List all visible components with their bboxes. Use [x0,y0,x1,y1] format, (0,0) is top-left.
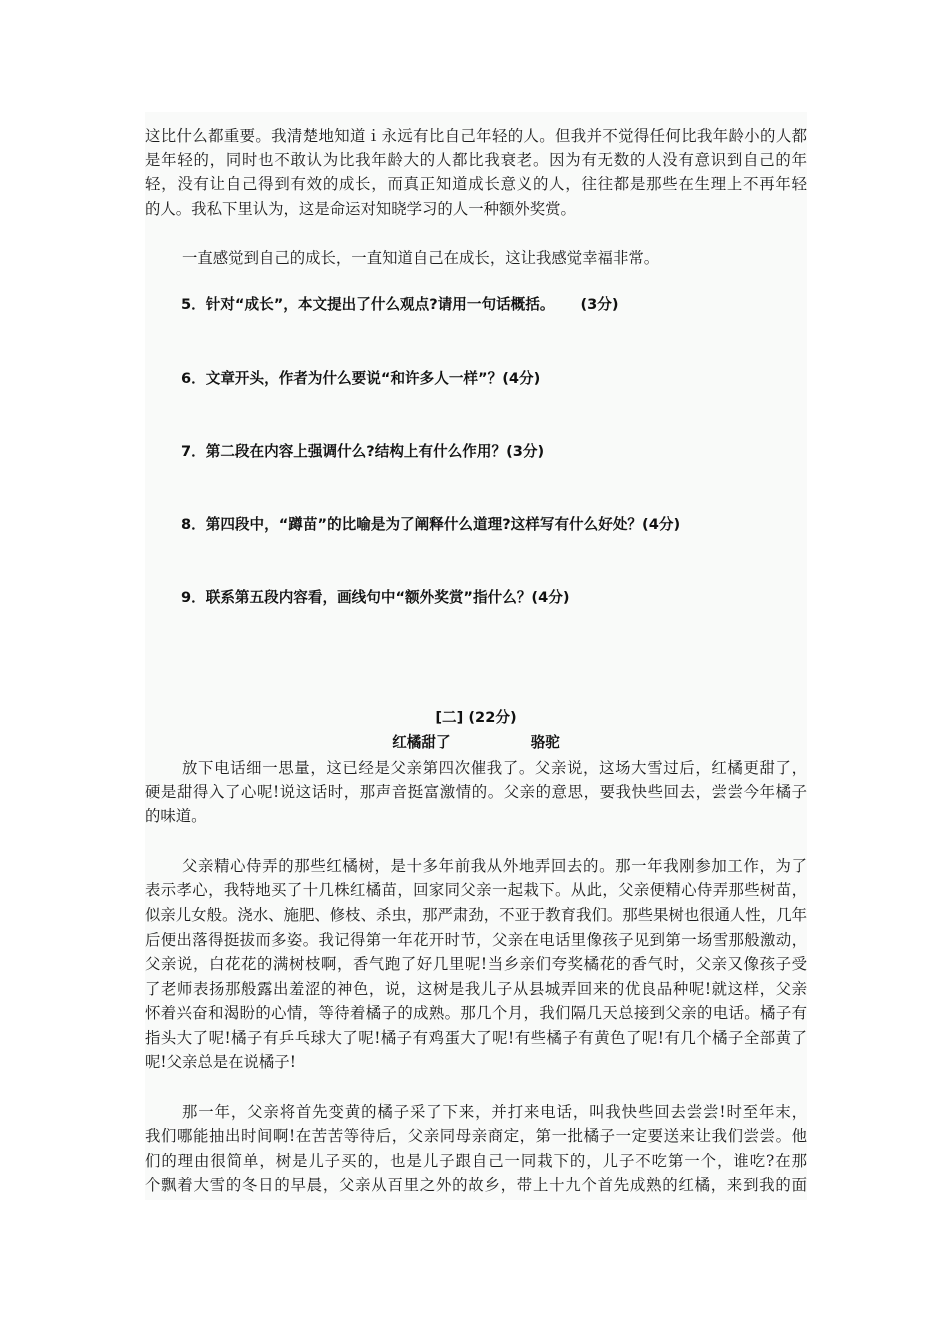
paragraph-line: 后便出落得挺拔而多姿。我记得第一年花开时节，父亲在电话里像孩子见到第一场雪那般激动， [145,931,807,949]
paragraph-line: 那一年，父亲将首先变黄的橘子采了下来，并打来电话，叫我快些回去尝尝!时至年末， [182,1103,807,1121]
question-score: (3分) [580,296,619,313]
paragraph-line: 硬是甜得入了心呢!说这话时，那声音挺富激情的。父亲的意思，要我快些回去，尝尝今年橘子 [145,783,807,801]
paragraph-line: 父亲说，白花花的满树枝啊，香气跑了好几里呢!当乡亲们夸奖橘花的香气时，父亲又像孩子受 [145,955,807,973]
paragraph-line: 我们哪能抽出时间啊!在苦苦等待后，父亲同母亲商定，第一批橘子一定要送来让我们尝尝。他 [145,1127,807,1145]
question-9 [181,586,570,610]
paragraph-line: 是年轻的，同时也不敢认为比我年龄大的人都比我衰老。因为有无数的人没有意识到自己的年 [145,151,807,169]
paragraph-line: 轻，没有让自己得到有效的成长，而真正知道成长意义的人，往往都是那些在生理上不再年轻 [145,175,807,193]
paragraph-line: 了老师表扬那般露出羞涩的神色，说，这树是我儿子从县城弄回来的优良品种呢!就这样，父亲 [145,980,807,998]
paragraph-line: 怀着兴奋和渴盼的心情，等待着橘子的成熟。那几个月，我们隔几天总接到父亲的电话。橘子有 [145,1004,807,1022]
question-text: 6．文章开头，作者为什么要说“和许多人一样”？(4分) [181,370,541,387]
article-title: 红橘甜了 [392,734,451,751]
paragraph-line: 的味道。 [145,807,207,825]
paragraph-line: 这比什么都重要。我清楚地知道ｉ永远有比自己年轻的人。但我并不觉得任何比我年龄小的人都 [145,127,807,145]
question-8 [181,513,680,537]
paragraph-line: 们的理由很简单，树是儿子买的，也是儿子跟自己一同栽下的，儿子不吃第一个，谁吃?在那 [145,1152,807,1170]
paragraph-line: 呢!父亲总是在说橘子! [145,1053,296,1071]
question-text: 8．第四段中，“蹲苗”的比喻是为了阐释什么道理?这样写有什么好处？(4分) [181,516,681,533]
paragraph-line: 指头大了呢!橘子有乒乓球大了呢!橘子有鸡蛋大了呢!有些橘子有黄色了呢!有几个橘子全部黄了 [145,1029,807,1047]
question-6 [181,367,540,391]
question-text: 9．联系第五段内容看，画线句中“额外奖赏”指什么？(4分) [181,589,570,606]
closing-sentence: 一直感觉到自己的成长，一直知道自己在成长，这让我感觉幸福非常。 [182,249,660,267]
paragraph-line: 个飘着大雪的冬日的早晨，父亲从百里之外的故乡，带上十九个首先成熟的红橘，来到我的面 [145,1176,807,1194]
paragraph-line: 放下电话细一思量，这已经是父亲第四次催我了。父亲说，这场大雪过后，红橘更甜了， [182,759,807,777]
section-heading: [二] (22分) [435,709,517,726]
paragraph-line: 表示孝心，我特地买了十几株红橘苗，回家同父亲一起栽下。从此，父亲便精心侍弄那些树苗， [145,881,807,899]
paragraph-line: 的人。我私下里认为，这是命运对知晓学习的人一种额外奖赏。 [145,200,576,218]
paragraph-line: 似亲儿女般。浇水、施肥、修枝、杀虫，那严肃劲，不亚于教育我们。那些果树也很通人性，几年 [145,906,807,924]
question-text: 5．针对“成长”，本文提出了什么观点?请用一句话概括。 [181,296,555,313]
article-author: 骆驼 [530,734,560,751]
paragraph-line: 父亲精心侍弄的那些红橘树，是十多年前我从外地弄回去的。那一年我刚参加工作，为了 [182,857,807,875]
question-5 [181,293,619,317]
question-7 [181,440,544,464]
question-text: 7．第二段在内容上强调什么?结构上有什么作用？(3分) [181,443,545,460]
article-title-row [145,731,807,755]
